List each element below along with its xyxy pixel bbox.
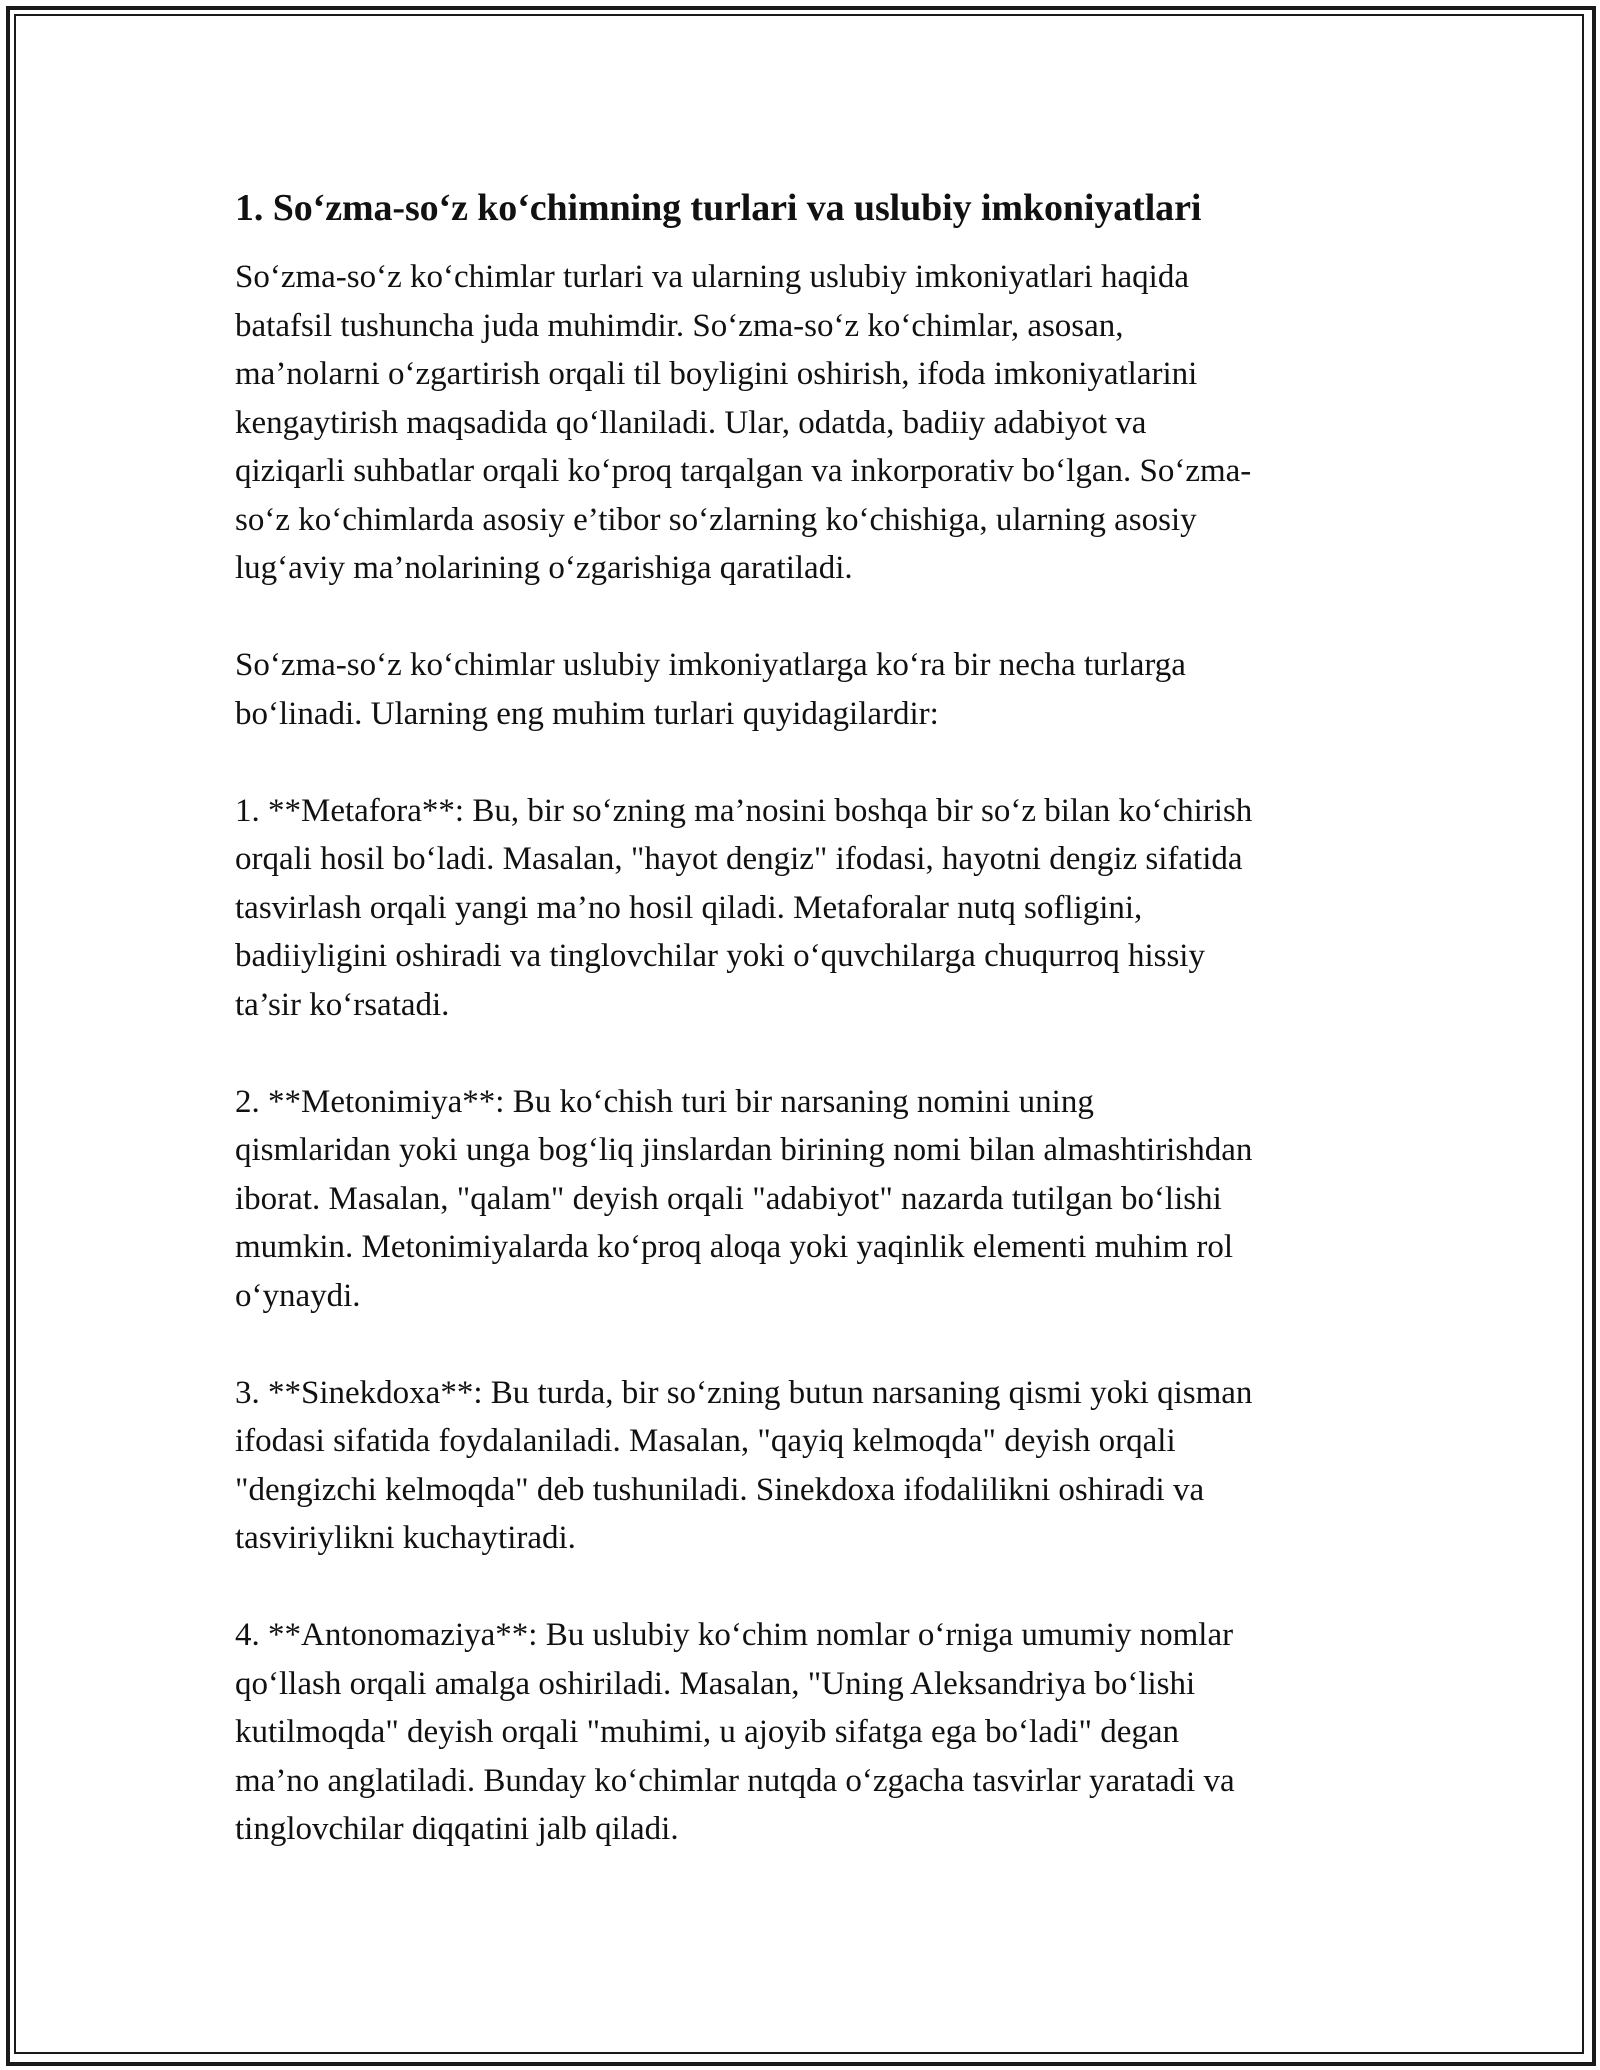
metafora-paragraph: 1. **Metafora**: Bu, bir so‘zning ma’nosini boshqa bir so‘z bilan ko‘chirish orqali hosil bo‘ladi. Masalan, "hayot dengiz" ifodasi, hayotni dengiz sifatida tasvirlash orqali yangi ma’no hosil qiladi. Metaforalar nutq sofligini, badiiyligini oshiradi va tinglovchilar yoki o‘quvchilarga chuqurroq hissiy ta’sir ko‘rsatadi. — [235, 792, 1253, 1023]
sinekdoxa-paragraph: 3. **Sinekdoxa**: Bu turda, bir so‘zning butun narsaning qismi yoki qisman ifodasi sifatida foydalaniladi. Masalan, "qayiq kelmoqda" deyish orqali "dengizchi kelmoqda" deb tushuniladi. Sinekdoxa ifodalilikni oshiradi va tasviriylikni kuchaytiradi. — [235, 1374, 1253, 1556]
metonimiya-paragraph: 2. **Metonimiya**: Bu ko‘chish turi bir narsaning nomini uning qismlaridan yoki unga bog‘liq jinslardan birining nomi bilan almashtirishdan iborat. Masalan, "qalam" deyish orqali "adabiyot" nazarda tutilgan bo‘lishi mumkin. Metonimiyalarda ko‘proq aloqa yoki yaqinlik elementi muhim rol o‘ynaydi. — [235, 1083, 1253, 1314]
antonomaziya-paragraph: 4. **Antonomaziya**: Bu uslubiy ko‘chim nomlar o‘rniga umumiy nomlar qo‘llash orqali amalga oshiriladi. Masalan, "Uning Aleksandriya bo‘lishi kutilmoqda" deyish orqali "muhimi, u ajoyib sifatga ega bo‘ladi" degan ma’no anglatiladi. Bunday ko‘chimlar nutqda o‘zgacha tasvirlar yaratadi va tinglovchilar diqqatini jalb qiladi. — [235, 1617, 1235, 1847]
intro-paragraph: So‘zma-so‘z ko‘chimlar turlari va ularning uslubiy imkoniyatlari haqida batafsil tushuncha juda muhimdir. So‘zma-so‘z ko‘chimlar, asosan, ma’nolarni o‘zgartirish orqali til boyligini oshirish, ifoda imkoniyatlarini kengaytirish maqsadida qo‘llaniladi. Ular, odatda, badiiy adabiyot va qiziqarli suhbatlar orqali ko‘proq tarqalgan va inkorporativ bo‘lgan. So‘zma- so‘z ko‘chimlarda asosiy e’tibor so‘zlarning ko‘chishiga, ularning asosiy lug‘aviy ma’nolarining o‘zgarishiga qaratiladi. — [235, 259, 1252, 586]
types-intro-paragraph: So‘zma-so‘z ko‘chimlar uslubiy imkoniyatlarga ko‘ra bir necha turlarga bo‘linadi. Ularning eng muhim turlari quyidagilardir: — [235, 647, 1186, 732]
page-title: 1. So‘zma-so‘z ko‘chimning turlari va uslubiy imkoniyatlari — [235, 187, 1202, 229]
document-body — [235, 185, 1375, 1902]
